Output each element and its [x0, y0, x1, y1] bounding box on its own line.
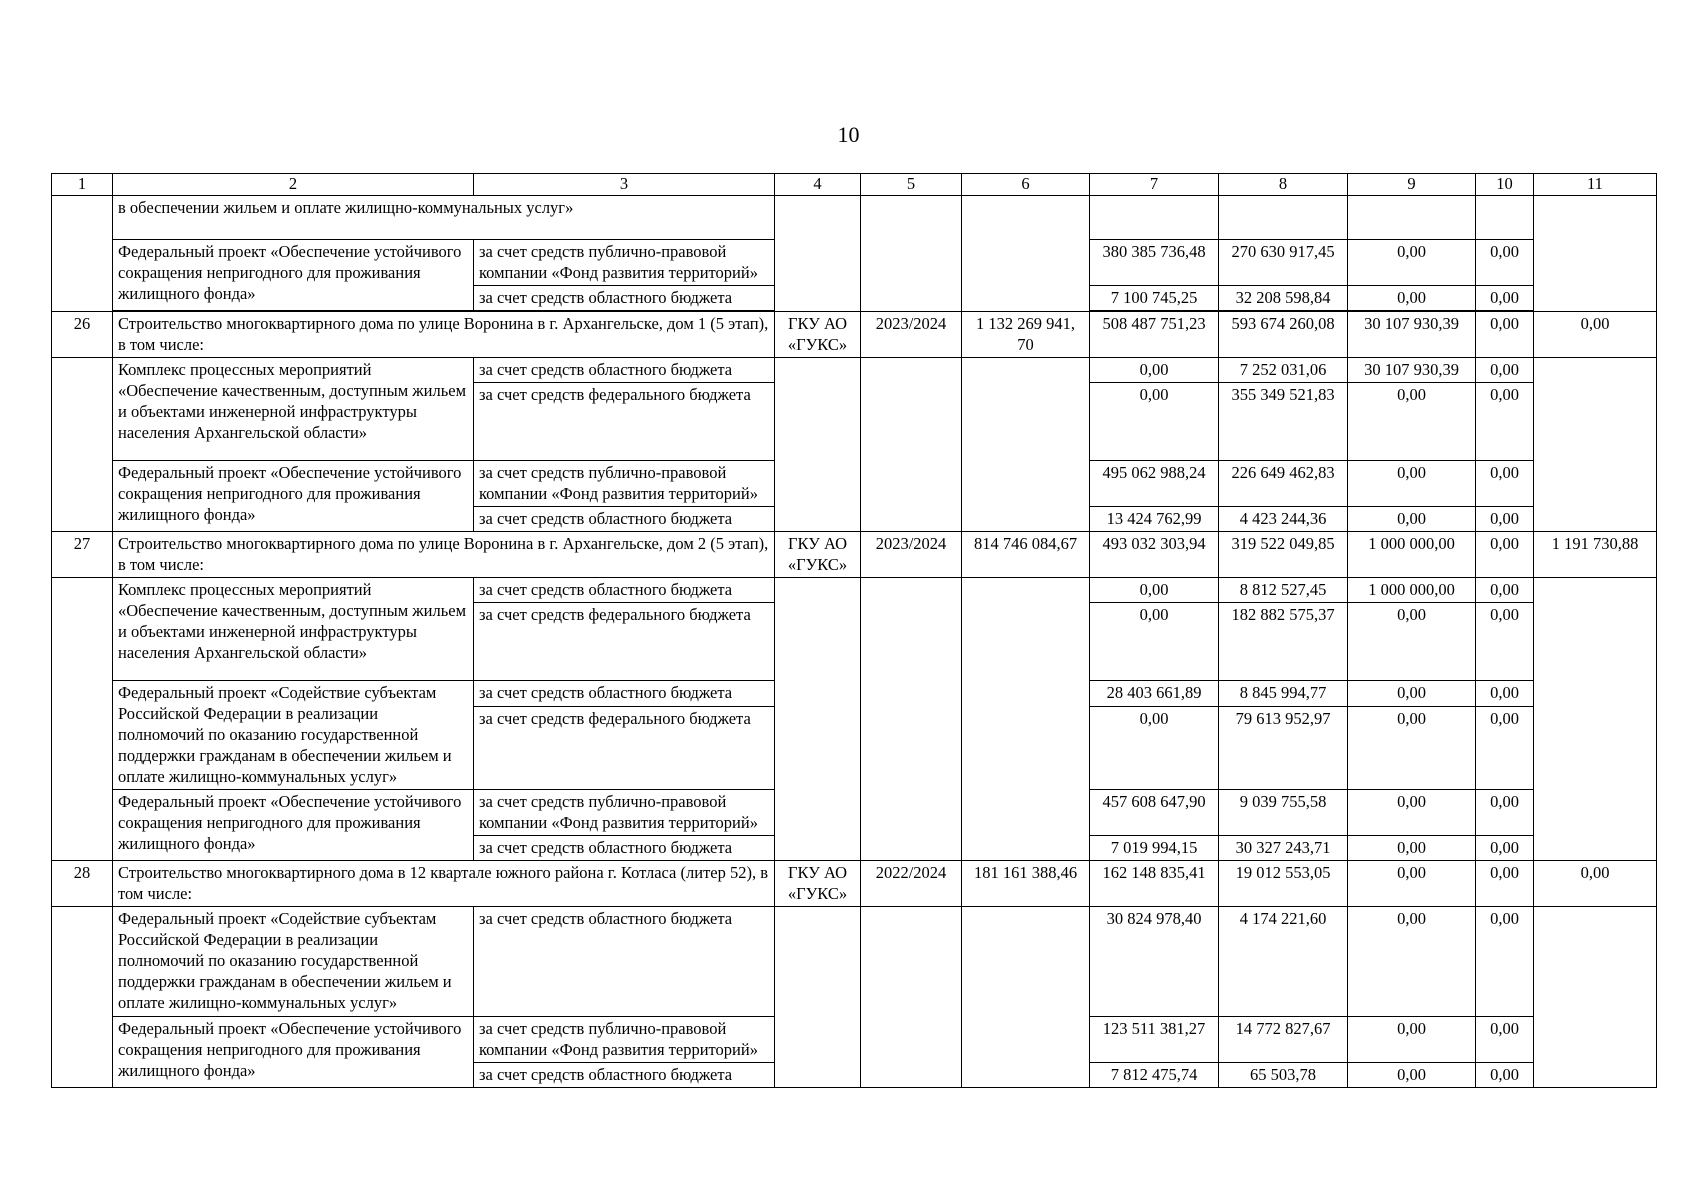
table-row	[52, 532, 1657, 578]
value-cell	[1476, 196, 1534, 240]
value-cell: 0,00	[1476, 312, 1534, 358]
value-cell: 4 174 221,60	[1219, 907, 1348, 1017]
total-cell: 1 132 269 941, 70	[962, 312, 1090, 358]
value-cell: 0,00	[1476, 790, 1534, 836]
period-cell: 2022/2024	[861, 861, 962, 907]
funding-source: за счет средств областного бюджета	[474, 507, 775, 532]
value-cell: 0,00	[1348, 907, 1476, 1017]
value-cell: 270 630 917,45	[1219, 240, 1348, 286]
table-row	[52, 861, 1657, 907]
value-cell: 0,00	[1348, 383, 1476, 461]
number-cell	[52, 358, 113, 532]
column-header: 5	[861, 174, 962, 196]
value-cell: 65 503,78	[1219, 1063, 1348, 1088]
total-cell	[962, 907, 1090, 1088]
table-row	[52, 312, 1657, 358]
value-cell: 0,00	[1348, 836, 1476, 861]
column-header: 11	[1534, 174, 1657, 196]
number-cell: 27	[52, 532, 113, 578]
value-cell: 8 812 527,45	[1219, 578, 1348, 603]
funding-source: за счет средств публично-правовой компании «Фонд развития территорий»	[474, 790, 775, 836]
object-title: Строительство многоквартирного дома по улице Воронина в г. Архангельске, дом 2 (5 этап), в том числе:	[113, 532, 775, 578]
value-cell: 1 000 000,00	[1348, 532, 1476, 578]
program-name: Федеральный проект «Обеспечение устойчивого сокращения непригодного для проживания жилищного фонда»	[113, 461, 474, 532]
number-cell: 28	[52, 861, 113, 907]
value-cell: 0,00	[1476, 358, 1534, 383]
program-name: Федеральный проект «Обеспечение устойчивого сокращения непригодного для проживания жилищного фонда»	[113, 790, 474, 861]
executor-cell: ГКУ АО «ГУКС»	[775, 532, 861, 578]
program-name: Федеральный проект «Содействие субъектам Российской Федерации в реализации полномочий по оказанию государственной поддержки гражданам в обеспечении жильем и оплате жилищно-коммунальных услуг»	[113, 681, 474, 790]
funding-source: за счет средств областного бюджета	[474, 681, 775, 707]
value-cell: 0,00	[1348, 286, 1476, 311]
value-cell: 0,00	[1476, 603, 1534, 681]
value-cell: 0,00	[1534, 861, 1657, 907]
total-cell	[962, 196, 1090, 312]
funding-source: за счет средств областного бюджета	[474, 1063, 775, 1088]
value-cell: 593 674 260,08	[1219, 312, 1348, 358]
funding-source: за счет средств федерального бюджета	[474, 603, 775, 681]
period-cell: 2023/2024	[861, 312, 962, 358]
value-cell: 182 882 575,37	[1219, 603, 1348, 681]
value-cell: 0,00	[1348, 861, 1476, 907]
value-cell: 319 522 049,85	[1219, 532, 1348, 578]
value-cell: 457 608 647,90	[1090, 790, 1219, 836]
value-cell: 0,00	[1348, 1063, 1476, 1088]
total-cell: 814 746 084,67	[962, 532, 1090, 578]
value-cell	[1534, 196, 1657, 312]
value-cell: 0,00	[1090, 383, 1219, 461]
funding-source: за счет средств федерального бюджета	[474, 383, 775, 461]
value-cell: 380 385 736,48	[1090, 240, 1219, 286]
value-cell: 7 812 475,74	[1090, 1063, 1219, 1088]
table-row	[52, 578, 1657, 603]
value-cell: 0,00	[1348, 681, 1476, 707]
value-cell: 13 424 762,99	[1090, 507, 1219, 532]
page-number: 10	[837, 122, 860, 147]
value-cell: 0,00	[1476, 383, 1534, 461]
number-cell: 26	[52, 312, 113, 358]
value-cell: 0,00	[1348, 707, 1476, 790]
value-cell: 0,00	[1476, 707, 1534, 790]
executor-cell	[775, 358, 861, 532]
value-cell: 30 107 930,39	[1348, 358, 1476, 383]
value-cell	[1534, 578, 1657, 861]
value-cell: 508 487 751,23	[1090, 312, 1219, 358]
value-cell: 493 032 303,94	[1090, 532, 1219, 578]
column-header: 10	[1476, 174, 1534, 196]
continuation-text: в обеспечении жильем и оплате жилищно-коммунальных услуг»	[113, 196, 775, 240]
value-cell: 0,00	[1476, 1017, 1534, 1063]
value-cell: 1 191 730,88	[1534, 532, 1657, 578]
value-cell: 0,00	[1476, 286, 1534, 311]
period-cell: 2023/2024	[861, 532, 962, 578]
value-cell: 0,00	[1476, 532, 1534, 578]
number-cell	[52, 907, 113, 1088]
funding-source: за счет средств публично-правовой компании «Фонд развития территорий»	[474, 1017, 775, 1063]
column-header: 3	[474, 174, 775, 196]
value-cell	[1348, 196, 1476, 240]
program-name: Федеральный проект «Обеспечение устойчивого сокращения непригодного для проживания жилищного фонда»	[113, 1017, 474, 1088]
funding-source: за счет средств областного бюджета	[474, 286, 775, 311]
executor-cell	[775, 907, 861, 1088]
value-cell: 8 845 994,77	[1219, 681, 1348, 707]
value-cell: 0,00	[1348, 603, 1476, 681]
column-header: 1	[52, 174, 113, 196]
value-cell: 162 148 835,41	[1090, 861, 1219, 907]
funding-source: за счет средств областного бюджета	[474, 578, 775, 603]
value-cell: 0,00	[1090, 578, 1219, 603]
value-cell: 9 039 755,58	[1219, 790, 1348, 836]
value-cell: 30 327 243,71	[1219, 836, 1348, 861]
value-cell: 30 107 930,39	[1348, 312, 1476, 358]
value-cell: 0,00	[1476, 681, 1534, 707]
program-name: Комплекс процессных мероприятий «Обеспечение качественным, доступным жильем и объектами инженерной инфраструктуры населения Архангельской области»	[113, 358, 474, 461]
total-cell	[962, 578, 1090, 861]
column-header: 6	[962, 174, 1090, 196]
column-header: 4	[775, 174, 861, 196]
value-cell: 0,00	[1476, 907, 1534, 1017]
value-cell: 0,00	[1348, 461, 1476, 507]
funding-source: за счет средств областного бюджета	[474, 836, 775, 861]
table-row	[52, 358, 1657, 383]
value-cell	[1534, 907, 1657, 1088]
value-cell: 226 649 462,83	[1219, 461, 1348, 507]
funding-source: за счет средств публично-правовой компании «Фонд развития территорий»	[474, 240, 775, 286]
object-title: Строительство многоквартирного дома в 12 квартале южного района г. Котласа (литер 52), в том числе:	[113, 861, 775, 907]
period-cell	[861, 578, 962, 861]
value-cell: 0,00	[1090, 707, 1219, 790]
value-cell: 495 062 988,24	[1090, 461, 1219, 507]
value-cell: 0,00	[1476, 578, 1534, 603]
value-cell: 19 012 553,05	[1219, 861, 1348, 907]
period-cell	[861, 907, 962, 1088]
header-row	[52, 174, 1657, 196]
value-cell: 0,00	[1348, 507, 1476, 532]
executor-cell	[775, 578, 861, 861]
period-cell	[861, 358, 962, 532]
value-cell: 123 511 381,27	[1090, 1017, 1219, 1063]
column-header: 9	[1348, 174, 1476, 196]
value-cell: 7 100 745,25	[1090, 286, 1219, 311]
value-cell: 4 423 244,36	[1219, 507, 1348, 532]
value-cell: 32 208 598,84	[1219, 286, 1348, 311]
executor-cell	[775, 196, 861, 312]
program-name: Комплекс процессных мероприятий «Обеспечение качественным, доступным жильем и объектами инженерной инфраструктуры населения Архангельской области»	[113, 578, 474, 681]
column-header: 2	[113, 174, 474, 196]
budget-table	[51, 173, 1657, 1088]
program-name: Федеральный проект «Содействие субъектам Российской Федерации в реализации полномочий по оказанию государственной поддержки гражданам в обеспечении жильем и оплате жилищно-коммунальных услуг»	[113, 907, 474, 1017]
funding-source: за счет средств областного бюджета	[474, 907, 775, 1017]
value-cell: 0,00	[1348, 1017, 1476, 1063]
value-cell	[1534, 358, 1657, 532]
executor-cell: ГКУ АО «ГУКС»	[775, 861, 861, 907]
number-cell	[52, 578, 113, 861]
number-cell	[52, 196, 113, 312]
value-cell: 28 403 661,89	[1090, 681, 1219, 707]
value-cell: 14 772 827,67	[1219, 1017, 1348, 1063]
value-cell: 0,00	[1090, 603, 1219, 681]
column-header: 8	[1219, 174, 1348, 196]
value-cell: 0,00	[1534, 312, 1657, 358]
period-cell	[861, 196, 962, 312]
object-title: Строительство многоквартирного дома по улице Воронина в г. Архангельске, дом 1 (5 этап), в том числе:	[113, 312, 775, 358]
column-header: 7	[1090, 174, 1219, 196]
value-cell: 0,00	[1348, 240, 1476, 286]
total-cell	[962, 358, 1090, 532]
value-cell: 0,00	[1090, 358, 1219, 383]
value-cell: 7 019 994,15	[1090, 836, 1219, 861]
value-cell: 0,00	[1476, 461, 1534, 507]
funding-source: за счет средств публично-правовой компании «Фонд развития территорий»	[474, 461, 775, 507]
total-cell: 181 161 388,46	[962, 861, 1090, 907]
value-cell: 79 613 952,97	[1219, 707, 1348, 790]
table-row	[52, 907, 1657, 1017]
funding-source: за счет средств федерального бюджета	[474, 707, 775, 790]
executor-cell: ГКУ АО «ГУКС»	[775, 312, 861, 358]
value-cell: 7 252 031,06	[1219, 358, 1348, 383]
value-cell: 0,00	[1476, 861, 1534, 907]
value-cell: 0,00	[1348, 790, 1476, 836]
program-name: Федеральный проект «Обеспечение устойчивого сокращения непригодного для проживания жилищного фонда»	[113, 240, 474, 311]
value-cell: 355 349 521,83	[1219, 383, 1348, 461]
value-cell	[1219, 196, 1348, 240]
value-cell: 0,00	[1476, 507, 1534, 532]
value-cell: 1 000 000,00	[1348, 578, 1476, 603]
value-cell: 0,00	[1476, 1063, 1534, 1088]
funding-source: за счет средств областного бюджета	[474, 358, 775, 383]
value-cell	[1090, 196, 1219, 240]
table-row	[52, 196, 1657, 240]
value-cell: 30 824 978,40	[1090, 907, 1219, 1017]
value-cell: 0,00	[1476, 240, 1534, 286]
value-cell: 0,00	[1476, 836, 1534, 861]
